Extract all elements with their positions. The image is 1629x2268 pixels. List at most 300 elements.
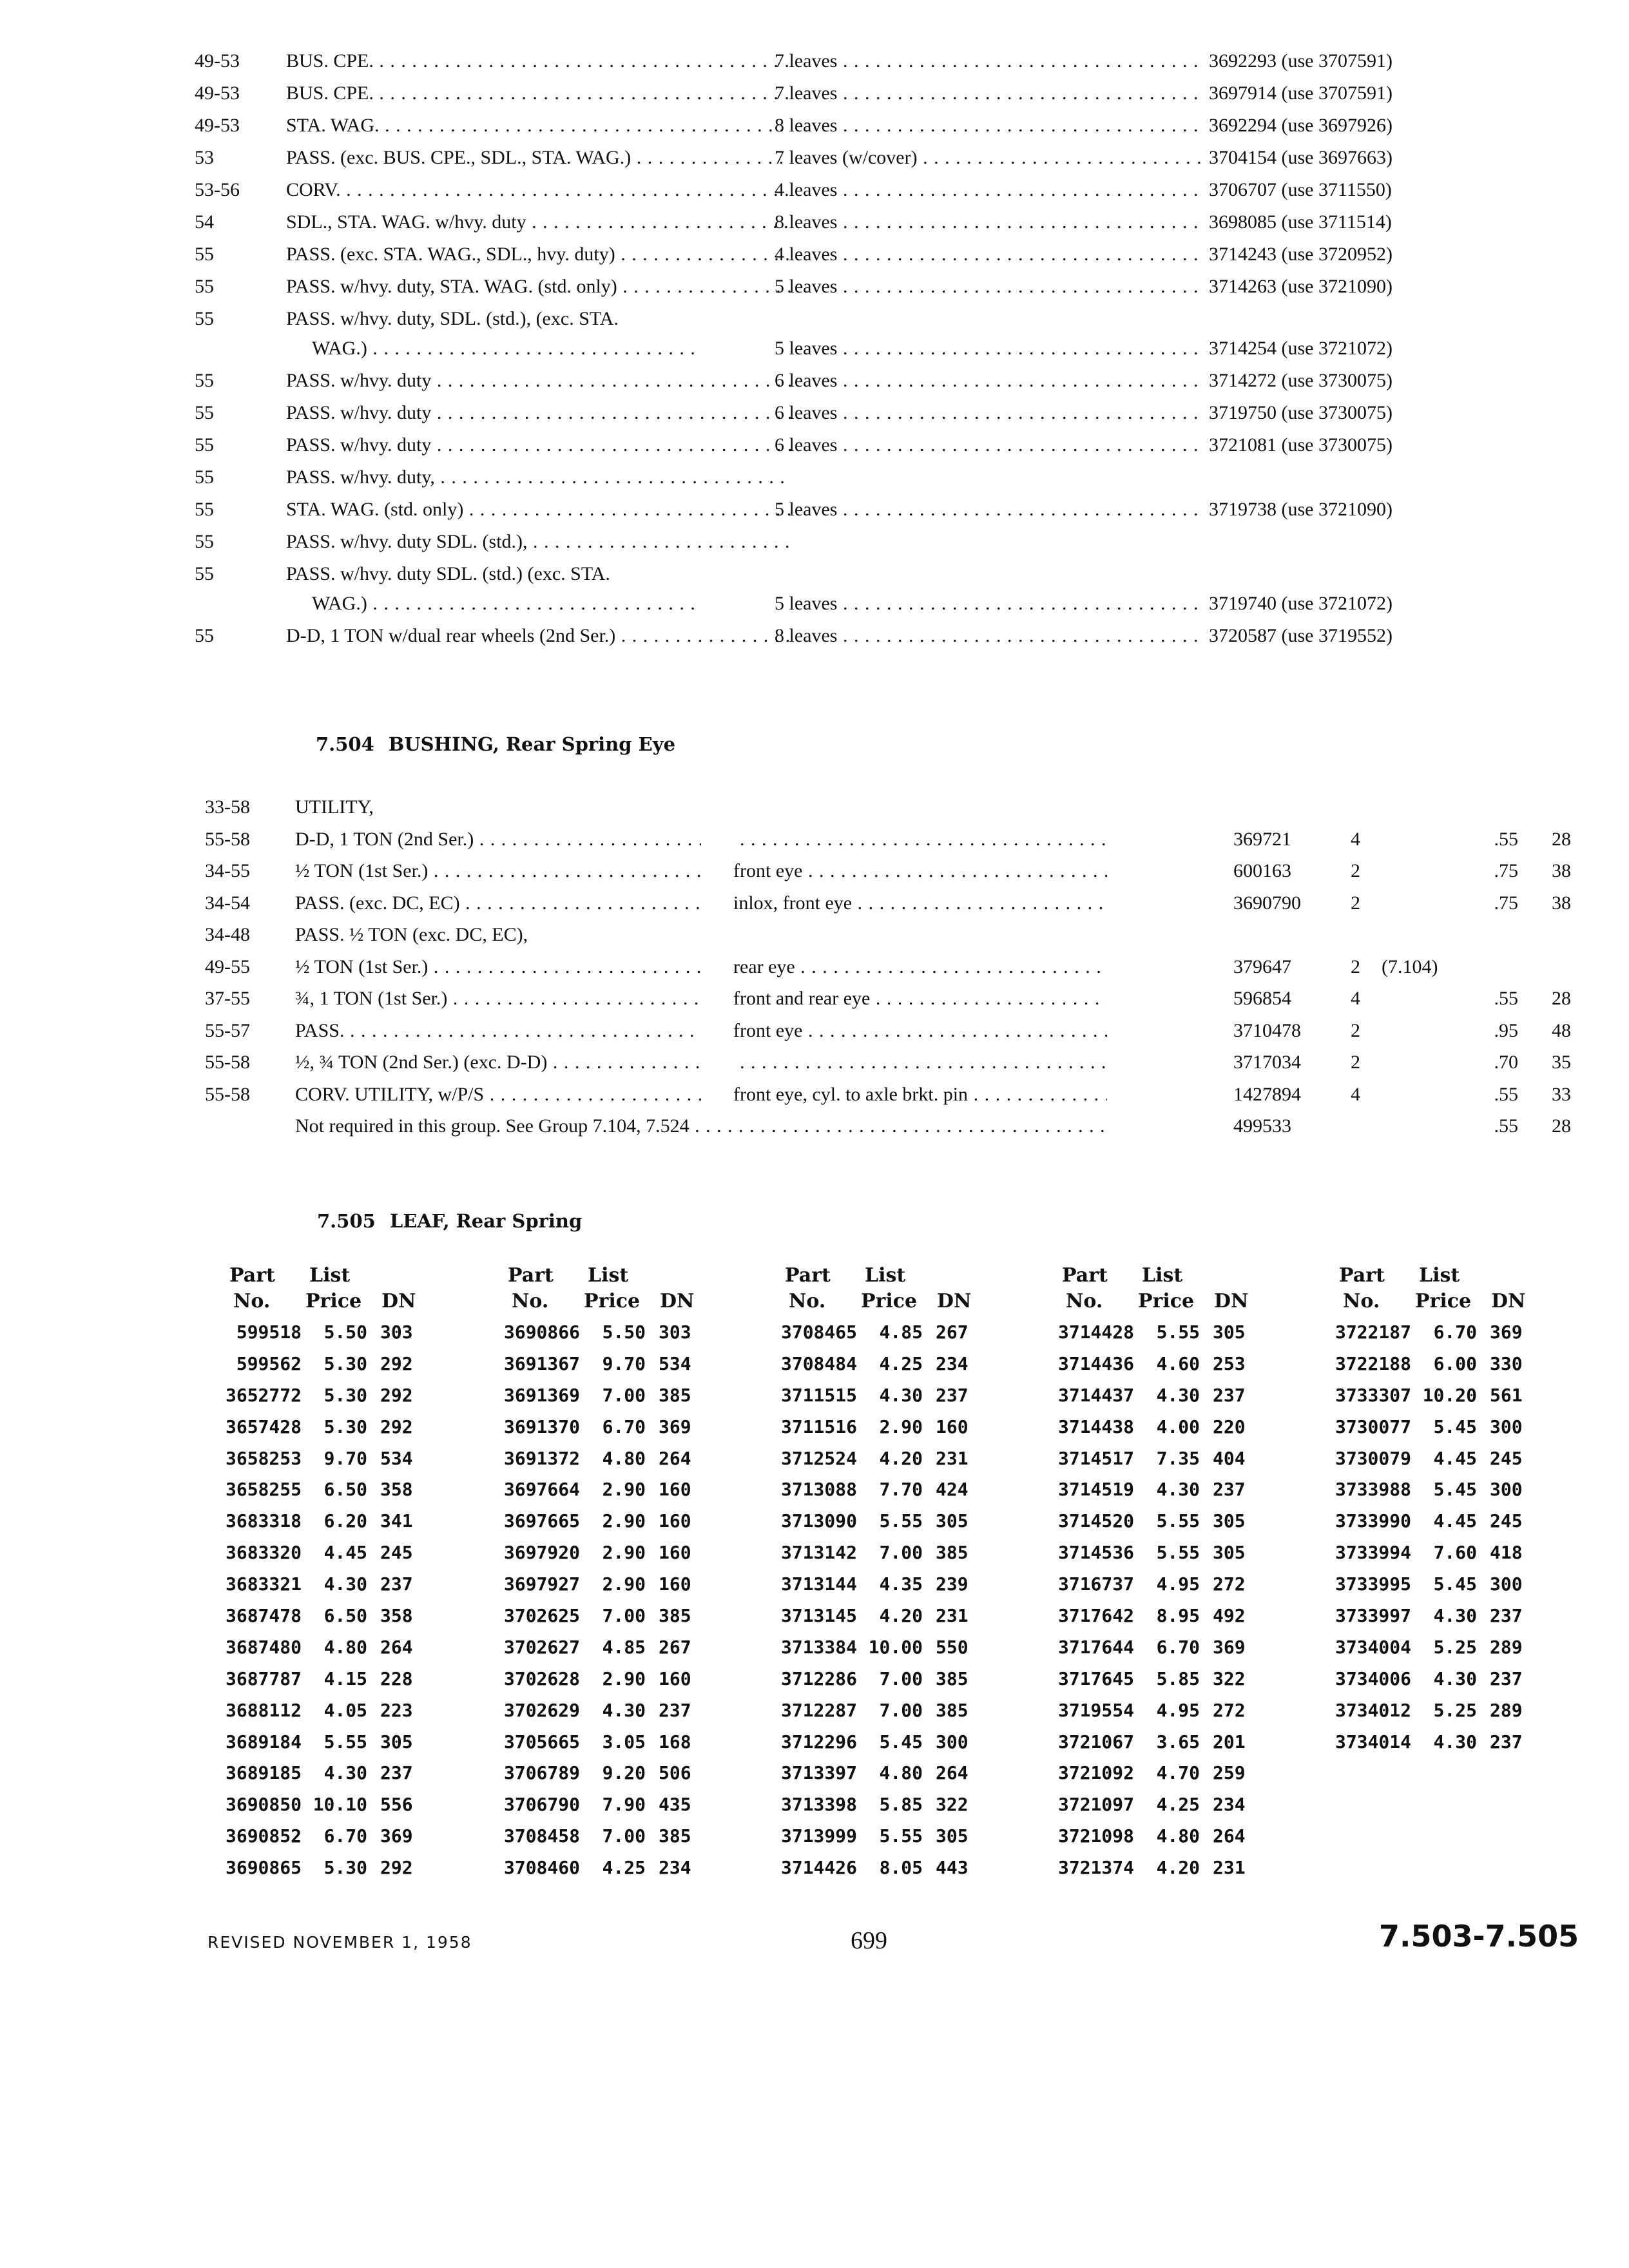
list-price: 4.45 — [323, 1542, 367, 1564]
list-price: 4.25 — [602, 1857, 646, 1879]
list-price: 4.30 — [879, 1384, 923, 1406]
part-number: 3697920 — [503, 1542, 580, 1564]
list-price: 6.50 — [323, 1605, 367, 1627]
dealer-net: 245 — [1490, 1447, 1523, 1469]
dealer-net: 435 — [659, 1794, 691, 1816]
list-price: 4.95 — [1156, 1699, 1200, 1721]
application-leader — [286, 110, 792, 142]
dealer-net: 234 — [659, 1857, 691, 1879]
part-number: 3702627 — [503, 1636, 580, 1658]
position-note: front eye . . . — [733, 1020, 1107, 1041]
dealer-net: 322 — [1213, 1667, 1246, 1689]
leaves-leader — [775, 620, 1203, 652]
leaf-row — [472, 1349, 742, 1380]
leaf-row — [1303, 1664, 1574, 1695]
dealer-net: 289 — [1490, 1636, 1523, 1658]
list-price: 6.70 — [1156, 1636, 1200, 1658]
spring-row — [195, 620, 1458, 652]
part-number: 3733997 — [1335, 1605, 1411, 1627]
application-leader — [286, 142, 792, 174]
leaves-leader — [775, 429, 1203, 461]
leaf-price-column — [1303, 1263, 1574, 1758]
leaf-count: 7 leaves (w/cover) . . . — [775, 147, 1203, 168]
leaf-row — [1303, 1380, 1574, 1412]
application-continued-leader — [312, 332, 700, 365]
part-number: 3713088 — [780, 1479, 857, 1501]
leaf-row — [193, 1474, 464, 1506]
bushing-row — [205, 1079, 1571, 1111]
dealer-net: 556 — [380, 1794, 413, 1816]
list-price: 4.60 — [1156, 1352, 1200, 1374]
dealer-net: 534 — [380, 1447, 413, 1469]
leaf-count: 6 leaves . . . — [775, 434, 1203, 456]
list-price: 4.30 — [323, 1762, 367, 1784]
list-price: 5.55 — [879, 1510, 923, 1532]
application-cell — [295, 887, 701, 919]
leaf-row — [749, 1443, 1019, 1475]
leaves-leader — [775, 77, 1203, 110]
part-number: 3704154 (use 3697663) — [1204, 142, 1393, 174]
bushing-row — [205, 823, 1571, 856]
dealer-net: 160 — [659, 1573, 691, 1595]
part-number: 3713397 — [780, 1762, 857, 1784]
application: SDL., STA. WAG. w/hvy. duty . . . — [286, 211, 792, 233]
part-number: 3730077 — [1335, 1416, 1411, 1437]
part-number: 3714426 — [780, 1857, 857, 1879]
model-year: 49-53 — [195, 115, 240, 136]
quantity: 4 — [1351, 988, 1360, 1009]
position-note-cell — [733, 1015, 1107, 1047]
leaf-row — [193, 1569, 464, 1600]
application-cell — [286, 461, 885, 494]
dealer-net: 160 — [659, 1479, 691, 1501]
header-list: List — [309, 1264, 351, 1287]
part-number: 3721092 — [1057, 1762, 1134, 1784]
leaf-row — [472, 1412, 742, 1443]
leaf-row — [193, 1349, 464, 1380]
dealer-net: 358 — [380, 1605, 413, 1627]
leaf-row — [193, 1852, 464, 1884]
list-price: 5.25 — [1433, 1636, 1477, 1658]
position-note — [740, 1052, 1113, 1073]
part-number: 3734004 — [1335, 1636, 1411, 1658]
list-price: 2.90 — [602, 1542, 646, 1564]
list-price: (7.104) — [1382, 956, 1438, 977]
part-number: 3691367 — [503, 1352, 580, 1374]
position-note: inlox, front eye . . . — [733, 892, 1107, 914]
list-price: 7.70 — [879, 1479, 923, 1501]
leaf-row — [472, 1852, 742, 1884]
list-price: 7.00 — [602, 1384, 646, 1406]
dealer-net: 245 — [1490, 1510, 1523, 1532]
leaves-leader — [775, 45, 1203, 77]
dealer-net: 492 — [1213, 1605, 1246, 1627]
leaf-row — [193, 1537, 464, 1569]
part-number: 3687787 — [225, 1667, 302, 1689]
leaf-row — [193, 1412, 464, 1443]
part-number: 3714272 (use 3730075) — [1204, 365, 1393, 397]
leaf-row — [472, 1569, 742, 1600]
list-price: 2.90 — [602, 1510, 646, 1532]
leaf-row — [1026, 1727, 1296, 1758]
application: ½ TON (1st Ser.) . . . — [295, 956, 701, 977]
dealer-net: 28 — [1552, 1115, 1571, 1137]
list-price: 2.90 — [602, 1573, 646, 1595]
spring-row — [195, 365, 1458, 397]
part-number: 3690850 — [225, 1794, 302, 1816]
dealer-net: 305 — [936, 1825, 969, 1847]
list-price: 3.65 — [1156, 1731, 1200, 1753]
dealer-net: 201 — [1213, 1731, 1246, 1753]
list-price: 4.85 — [879, 1321, 923, 1343]
bushing-row — [205, 983, 1571, 1015]
leaf-row — [1303, 1474, 1574, 1506]
dealer-net: 341 — [380, 1510, 413, 1532]
part-number: 3652772 — [225, 1384, 302, 1406]
leaf-row — [1026, 1380, 1296, 1412]
application-leader — [286, 45, 792, 77]
part-number: 3690790 — [1229, 887, 1301, 919]
part-number: 3697914 (use 3707591) — [1204, 77, 1393, 110]
part-number: 3708460 — [503, 1857, 580, 1879]
list-price: 7.00 — [602, 1825, 646, 1847]
dealer-net: 272 — [1213, 1699, 1246, 1721]
list-price: 4.25 — [1156, 1794, 1200, 1816]
dealer-net: 38 — [1552, 860, 1571, 881]
quantity: 2 — [1351, 1052, 1360, 1073]
part-number: 3719740 (use 3721072) — [1204, 588, 1393, 620]
part-number: 3721081 (use 3730075) — [1204, 429, 1393, 461]
application: PASS. w/hvy. duty, STA. WAG. (std. only) . . . — [286, 276, 792, 297]
list-price: .70 — [1494, 1052, 1518, 1073]
dealer-net: 418 — [1490, 1542, 1523, 1564]
part-number: 3720587 (use 3719552) — [1204, 620, 1393, 652]
list-price: 4.30 — [1156, 1384, 1200, 1406]
header-price: Price — [305, 1290, 362, 1312]
application: PASS. (exc. STA. WAG., SDL., hvy. duty) . . . — [286, 244, 792, 265]
list-price: 7.35 — [1156, 1447, 1200, 1469]
leaf-row — [749, 1506, 1019, 1537]
leaf-count: 5 leaves . . . — [775, 338, 1203, 359]
part-number: 3690865 — [225, 1857, 302, 1879]
part-number: 3710478 — [1229, 1015, 1301, 1047]
dealer-net: 28 — [1552, 828, 1571, 850]
application: BUS. CPE. . . . — [286, 82, 792, 104]
application: PASS. w/hvy. duty, SDL. (std.), (exc. STA. — [286, 308, 619, 329]
list-price: 5.55 — [1156, 1321, 1200, 1343]
dealer-net: 160 — [659, 1510, 691, 1532]
list-price: 4.35 — [879, 1573, 923, 1595]
part-number: 3721098 — [1057, 1825, 1134, 1847]
leaf-row — [1026, 1443, 1296, 1475]
dealer-net: 160 — [936, 1416, 969, 1437]
list-price: 5.85 — [1156, 1667, 1200, 1689]
leaves-leader — [775, 365, 1203, 397]
part-number: 3708465 — [780, 1321, 857, 1343]
dealer-net: 305 — [380, 1731, 413, 1753]
bushing-row — [205, 1110, 1571, 1142]
list-price: 4.45 — [1433, 1510, 1477, 1532]
dealer-net: 237 — [1213, 1384, 1246, 1406]
model-year: 55-58 — [205, 828, 250, 850]
part-number: 3658255 — [225, 1479, 302, 1501]
dealer-net: 369 — [380, 1825, 413, 1847]
dealer-net: 231 — [936, 1605, 969, 1627]
dealer-net: 234 — [1213, 1794, 1246, 1816]
list-price: 6.70 — [602, 1416, 646, 1437]
leaf-row — [472, 1600, 742, 1632]
part-number: 3713398 — [780, 1794, 857, 1816]
header-part: Part — [508, 1264, 554, 1287]
part-number: 3717034 — [1229, 1046, 1301, 1079]
position-note — [740, 829, 1113, 850]
list-price: 4.30 — [1433, 1667, 1477, 1689]
leaf-row — [193, 1664, 464, 1695]
leaf-row — [1303, 1317, 1574, 1349]
part-number: 3689185 — [225, 1762, 302, 1784]
list-price: 10.00 — [868, 1636, 923, 1658]
list-price: 4.30 — [1433, 1605, 1477, 1627]
list-price: 4.80 — [323, 1636, 367, 1658]
leaf-price-column — [1026, 1263, 1296, 1884]
dealer-net: 231 — [936, 1447, 969, 1469]
dealer-net: 237 — [380, 1573, 413, 1595]
dealer-net: 264 — [380, 1636, 413, 1658]
leaf-row — [749, 1758, 1019, 1789]
header-list: List — [1142, 1264, 1183, 1287]
list-price: 4.05 — [323, 1699, 367, 1721]
part-number: 3713090 — [780, 1510, 857, 1532]
list-price: 3.05 — [602, 1731, 646, 1753]
list-price: 5.25 — [1433, 1699, 1477, 1721]
header-no: No. — [789, 1290, 826, 1312]
leaf-row — [749, 1600, 1019, 1632]
spring-row — [195, 45, 1458, 77]
dealer-net: 231 — [1213, 1857, 1246, 1879]
leaf-row — [1303, 1443, 1574, 1475]
model-year: 55 — [195, 244, 214, 265]
dealer-net: 300 — [1490, 1573, 1523, 1595]
application: PASS. w/hvy. duty . . . — [286, 402, 792, 423]
part-number: 3687478 — [225, 1605, 302, 1627]
dealer-net: 48 — [1552, 1019, 1571, 1041]
list-price: 9.70 — [323, 1447, 367, 1469]
dealer-net: 385 — [936, 1667, 969, 1689]
application: PASS. . . . — [295, 1020, 701, 1041]
list-price: 5.85 — [879, 1794, 923, 1816]
part-number: 3733988 — [1335, 1479, 1411, 1501]
dealer-net: 292 — [380, 1352, 413, 1374]
part-number: 3714263 (use 3721090) — [1204, 271, 1393, 303]
application: UTILITY, — [295, 796, 374, 818]
column-header — [193, 1263, 464, 1317]
part-number: 599562 — [236, 1352, 302, 1374]
leaf-row — [472, 1537, 742, 1569]
quantity: 2 — [1351, 892, 1360, 914]
part-number: 1427894 — [1229, 1079, 1301, 1111]
application: D-D, 1 TON (2nd Ser.) . . . — [295, 829, 701, 850]
dealer-net: 237 — [1490, 1605, 1523, 1627]
leaf-row — [1026, 1412, 1296, 1443]
list-price: 10.20 — [1422, 1384, 1477, 1406]
application: STA. WAG. (std. only) . . . — [286, 499, 792, 520]
quantity: 2 — [1351, 860, 1360, 881]
leaf-count: 6 leaves . . . — [775, 370, 1203, 391]
application: PASS. w/hvy. duty SDL. (std.), . . . — [286, 531, 792, 552]
application-leader — [286, 238, 792, 271]
application: PASS. w/hvy. duty . . . — [286, 434, 792, 456]
application-cell — [295, 919, 701, 951]
application: PASS. w/hvy. duty SDL. (std.) (exc. STA. — [286, 563, 610, 584]
list-price: 5.55 — [323, 1731, 367, 1753]
dealer-net: 220 — [1213, 1416, 1246, 1437]
list-price: .75 — [1494, 860, 1518, 881]
dealer-net: 289 — [1490, 1699, 1523, 1721]
list-price: 5.55 — [879, 1825, 923, 1847]
part-number: 3713145 — [780, 1605, 857, 1627]
model-year: 55-57 — [205, 1019, 250, 1041]
dealer-net: 385 — [936, 1542, 969, 1564]
dealer-net: 237 — [1490, 1731, 1523, 1753]
leaf-price-column — [472, 1263, 742, 1884]
list-price: 2.90 — [879, 1416, 923, 1437]
leaf-row — [749, 1695, 1019, 1727]
list-price: 4.70 — [1156, 1762, 1200, 1784]
dealer-net: 28 — [1552, 988, 1571, 1009]
application-cell — [295, 1015, 701, 1047]
quantity: 4 — [1351, 828, 1360, 850]
position-note-cell — [733, 951, 1107, 983]
list-price: 7.00 — [602, 1605, 646, 1627]
model-year: 55 — [195, 402, 214, 423]
part-number: 3708484 — [780, 1352, 857, 1374]
application: CORV. . . . — [286, 179, 792, 200]
dealer-net: 506 — [659, 1762, 691, 1784]
leaf-row — [749, 1317, 1019, 1349]
leaf-row — [472, 1317, 742, 1349]
leaf-row — [193, 1600, 464, 1632]
part-number: 3691372 — [503, 1447, 580, 1469]
bushing-row — [205, 855, 1571, 887]
dealer-net: 369 — [1490, 1321, 1523, 1343]
leaf-row — [749, 1821, 1019, 1852]
part-number: 3697664 — [503, 1479, 580, 1501]
header-dn: DN — [660, 1290, 695, 1312]
list-price: 6.20 — [323, 1510, 367, 1532]
dealer-net: 385 — [936, 1699, 969, 1721]
list-price: 10.10 — [313, 1794, 367, 1816]
part-number: 3692294 (use 3697926) — [1204, 110, 1393, 142]
leaves-leader — [775, 332, 1203, 365]
application: BUS. CPE. . . . — [286, 50, 792, 72]
header-list: List — [1419, 1264, 1460, 1287]
dealer-net: 259 — [1213, 1762, 1246, 1784]
spring-row — [195, 77, 1458, 110]
application-cell — [295, 1079, 701, 1111]
dealer-net: 292 — [380, 1416, 413, 1437]
bushing-row — [205, 887, 1571, 919]
bushing-row — [205, 791, 1558, 823]
spring-row — [195, 526, 1458, 558]
leaf-section-code: 7.505 — [317, 1210, 376, 1232]
part-number: 3713142 — [780, 1542, 857, 1564]
list-price: 4.25 — [879, 1352, 923, 1374]
list-price: .55 — [1494, 828, 1518, 850]
dealer-net: 424 — [936, 1479, 969, 1501]
dealer-net: 300 — [1490, 1416, 1523, 1437]
position-note: front and rear eye . . . — [733, 988, 1107, 1009]
leaf-row — [193, 1506, 464, 1537]
leaf-row — [1303, 1600, 1574, 1632]
position-note-cell — [733, 983, 1107, 1015]
list-price: 5.30 — [323, 1857, 367, 1879]
list-price: 4.15 — [323, 1667, 367, 1689]
leaves-leader — [775, 174, 1203, 206]
leaves-leader — [775, 142, 1203, 174]
model-year: 55 — [195, 434, 214, 456]
leaves-leader — [775, 206, 1203, 238]
application-leader — [286, 365, 792, 397]
leaf-row — [472, 1695, 742, 1727]
list-price: 4.30 — [323, 1573, 367, 1595]
leaf-count: 7 leaves . . . — [775, 82, 1203, 104]
model-year: 53 — [195, 147, 214, 168]
part-number: 3713144 — [780, 1573, 857, 1595]
application-leader — [286, 620, 792, 652]
leaf-row — [1026, 1569, 1296, 1600]
leaf-row — [472, 1443, 742, 1475]
column-header — [1303, 1263, 1574, 1317]
header-list: List — [865, 1264, 906, 1287]
application: PASS. w/hvy. duty . . . — [286, 370, 792, 391]
application: PASS. ½ TON (exc. DC, EC), — [295, 924, 528, 945]
header-list: List — [588, 1264, 629, 1287]
part-number: 3706707 (use 3711550) — [1204, 174, 1392, 206]
leaf-row — [1303, 1412, 1574, 1443]
header-price: Price — [1138, 1290, 1195, 1312]
dealer-net: 385 — [659, 1825, 691, 1847]
part-number: 3721374 — [1057, 1857, 1134, 1879]
part-number: 379647 — [1229, 951, 1291, 983]
quantity: 2 — [1351, 956, 1360, 977]
spring-row — [195, 174, 1458, 206]
list-price: .75 — [1494, 892, 1518, 914]
part-number: 3734006 — [1335, 1667, 1411, 1689]
application: PASS. (exc. DC, EC) . . . — [295, 892, 701, 914]
part-number: 3733995 — [1335, 1573, 1411, 1595]
leaf-count: 5 leaves . . . — [775, 499, 1203, 520]
column-header — [472, 1263, 742, 1317]
application-leader — [286, 271, 792, 303]
model-year: 34-55 — [205, 860, 250, 881]
dealer-net: 237 — [1213, 1479, 1246, 1501]
leaves-leader — [775, 238, 1203, 271]
part-number: 3712286 — [780, 1667, 857, 1689]
model-year: 53-56 — [195, 179, 240, 200]
model-year: 55 — [195, 531, 214, 552]
list-price: 7.90 — [602, 1794, 646, 1816]
part-number: 3717644 — [1057, 1636, 1134, 1658]
leaf-row — [472, 1821, 742, 1852]
part-number: 3714436 — [1057, 1352, 1134, 1374]
list-price: 4.80 — [879, 1762, 923, 1784]
leaf-count: 7 leaves . . . — [775, 50, 1203, 72]
bushing-row — [205, 951, 1558, 983]
dealer-net: 35 — [1552, 1052, 1571, 1073]
spring-row — [195, 397, 1458, 429]
list-price: 4.85 — [602, 1636, 646, 1658]
spring-row — [195, 271, 1458, 303]
